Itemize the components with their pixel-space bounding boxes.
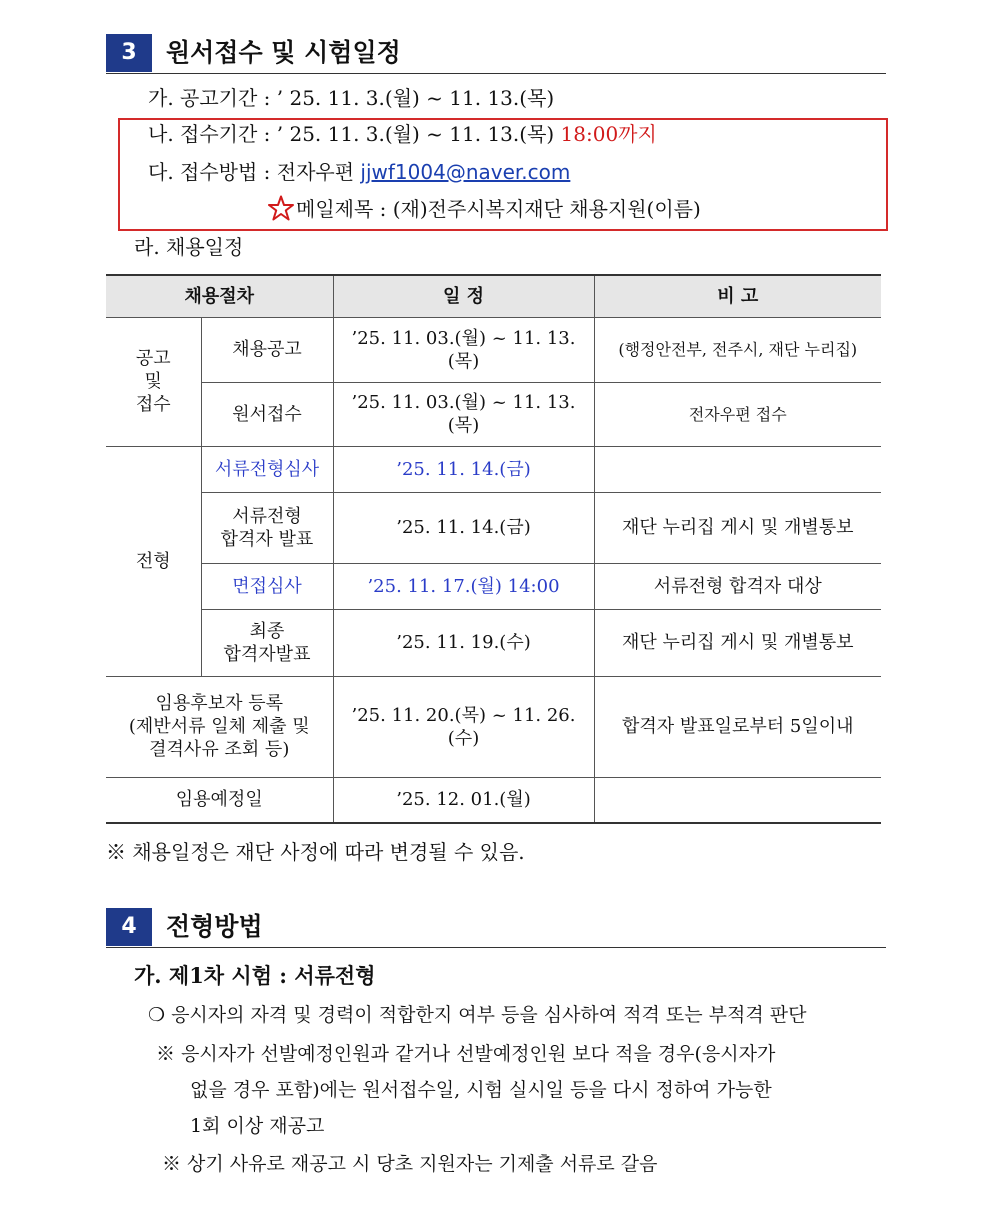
date-cell: ’25. 11. 14.(금) (333, 492, 594, 563)
note-reapply: ※ 상기 사유로 재공고 시 당초 지원자는 기제출 서류로 갈음 (162, 1153, 658, 1175)
step-cell: 최종 합격자발표 (201, 609, 333, 676)
note-cell: 재단 누리집 게시 및 개별통보 (594, 609, 881, 676)
date-cell: ’25. 11. 17.(월) 14:00 (333, 563, 594, 609)
group-announce: 공고 및 접수 (106, 317, 201, 446)
item-na-text: 나. 접수기간 : ’ 25. 11. 3.(월) ~ 11. 13.(목) (148, 122, 561, 146)
date-cell: ’25. 11. 03.(월) ~ 11. 13.(목) (333, 317, 594, 382)
note-reannounce-3: 1회 이상 재공고 (190, 1115, 325, 1137)
date-cell: ’25. 12. 01.(월) (333, 777, 594, 823)
note-cell (594, 446, 881, 492)
table-row (106, 777, 881, 823)
criteria-bullet: ❍ 응시자의 자격 및 경력이 적합한지 여부 등을 심사하여 적격 또는 부적격 판단 (148, 1004, 807, 1026)
note-cell: 재단 누리집 게시 및 개별통보 (594, 492, 881, 563)
schedule-table (106, 274, 881, 824)
star-icon (268, 195, 294, 221)
note-cell: (행정안전부, 전주시, 재단 누리집) (594, 317, 881, 382)
section-number-badge: 4 (106, 908, 152, 946)
section-title: 전형방법 (166, 912, 263, 941)
table-row (106, 382, 881, 446)
table-row (106, 446, 881, 492)
header-note: 비 고 (594, 275, 881, 317)
group-appointment: 임용예정일 (106, 777, 333, 823)
step-cell: 채용공고 (201, 317, 333, 382)
deadline-time: 18:00까지 (560, 122, 657, 146)
step-cell: 원서접수 (201, 382, 333, 446)
item-na (148, 120, 657, 148)
note-cell: 전자우편 접수 (594, 382, 881, 446)
date-cell: ’25. 11. 14.(금) (333, 446, 594, 492)
table-row (106, 676, 881, 777)
table-row (106, 563, 881, 609)
group-registration: 임용후보자 등록 (제반서류 일체 제출 및 결격사유 조회 등) (106, 676, 333, 777)
table-row (106, 492, 881, 563)
item-da (148, 158, 570, 186)
section4-header (106, 908, 886, 948)
subsection-title: 가. 제1차 시험 : 서류전형 (134, 963, 376, 988)
mail-subject-text: 메일제목 : (재)전주시복지재단 채용지원(이름) (296, 197, 701, 221)
table-row (106, 317, 881, 382)
table-header-row (106, 275, 881, 317)
section3-header (106, 34, 886, 74)
item-da-text: 다. 접수방법 : 전자우편 (148, 160, 361, 184)
note-reannounce-1: ※ 응시자가 선발예정인원과 같거나 선발예정인원 보다 적을 경우(응시자가 (156, 1043, 776, 1065)
note-cell: 합격자 발표일로부터 5일이내 (594, 676, 881, 777)
group-screening: 전형 (106, 446, 201, 676)
date-cell: ’25. 11. 19.(수) (333, 609, 594, 676)
header-date: 일 정 (333, 275, 594, 317)
note-reannounce-2: 없을 경우 포함)에는 원서접수일, 시험 실시일 등을 다시 정하여 가능한 (190, 1079, 772, 1101)
schedule-footnote: ※ 채용일정은 재단 사정에 따라 변경될 수 있음. (106, 840, 525, 864)
item-ra: 라. 채용일정 (134, 235, 244, 259)
date-cell: ’25. 11. 03.(월) ~ 11. 13.(목) (333, 382, 594, 446)
section-number-badge: 3 (106, 34, 152, 72)
header-step: 채용절차 (106, 275, 333, 317)
step-cell: 서류전형 합격자 발표 (201, 492, 333, 563)
note-cell (594, 777, 881, 823)
date-cell: ’25. 11. 20.(목) ~ 11. 26.(수) (333, 676, 594, 777)
email-link[interactable]: jjwf1004@naver.com (360, 160, 571, 184)
note-cell: 서류전형 합격자 대상 (594, 563, 881, 609)
item-ga: 가. 공고기간 : ’ 25. 11. 3.(월) ~ 11. 13.(목) (148, 86, 555, 110)
table-row (106, 609, 881, 676)
section-title: 원서접수 및 시험일정 (166, 38, 401, 67)
mail-subject (268, 195, 701, 223)
step-cell: 면접심사 (201, 563, 333, 609)
step-cell: 서류전형심사 (201, 446, 333, 492)
